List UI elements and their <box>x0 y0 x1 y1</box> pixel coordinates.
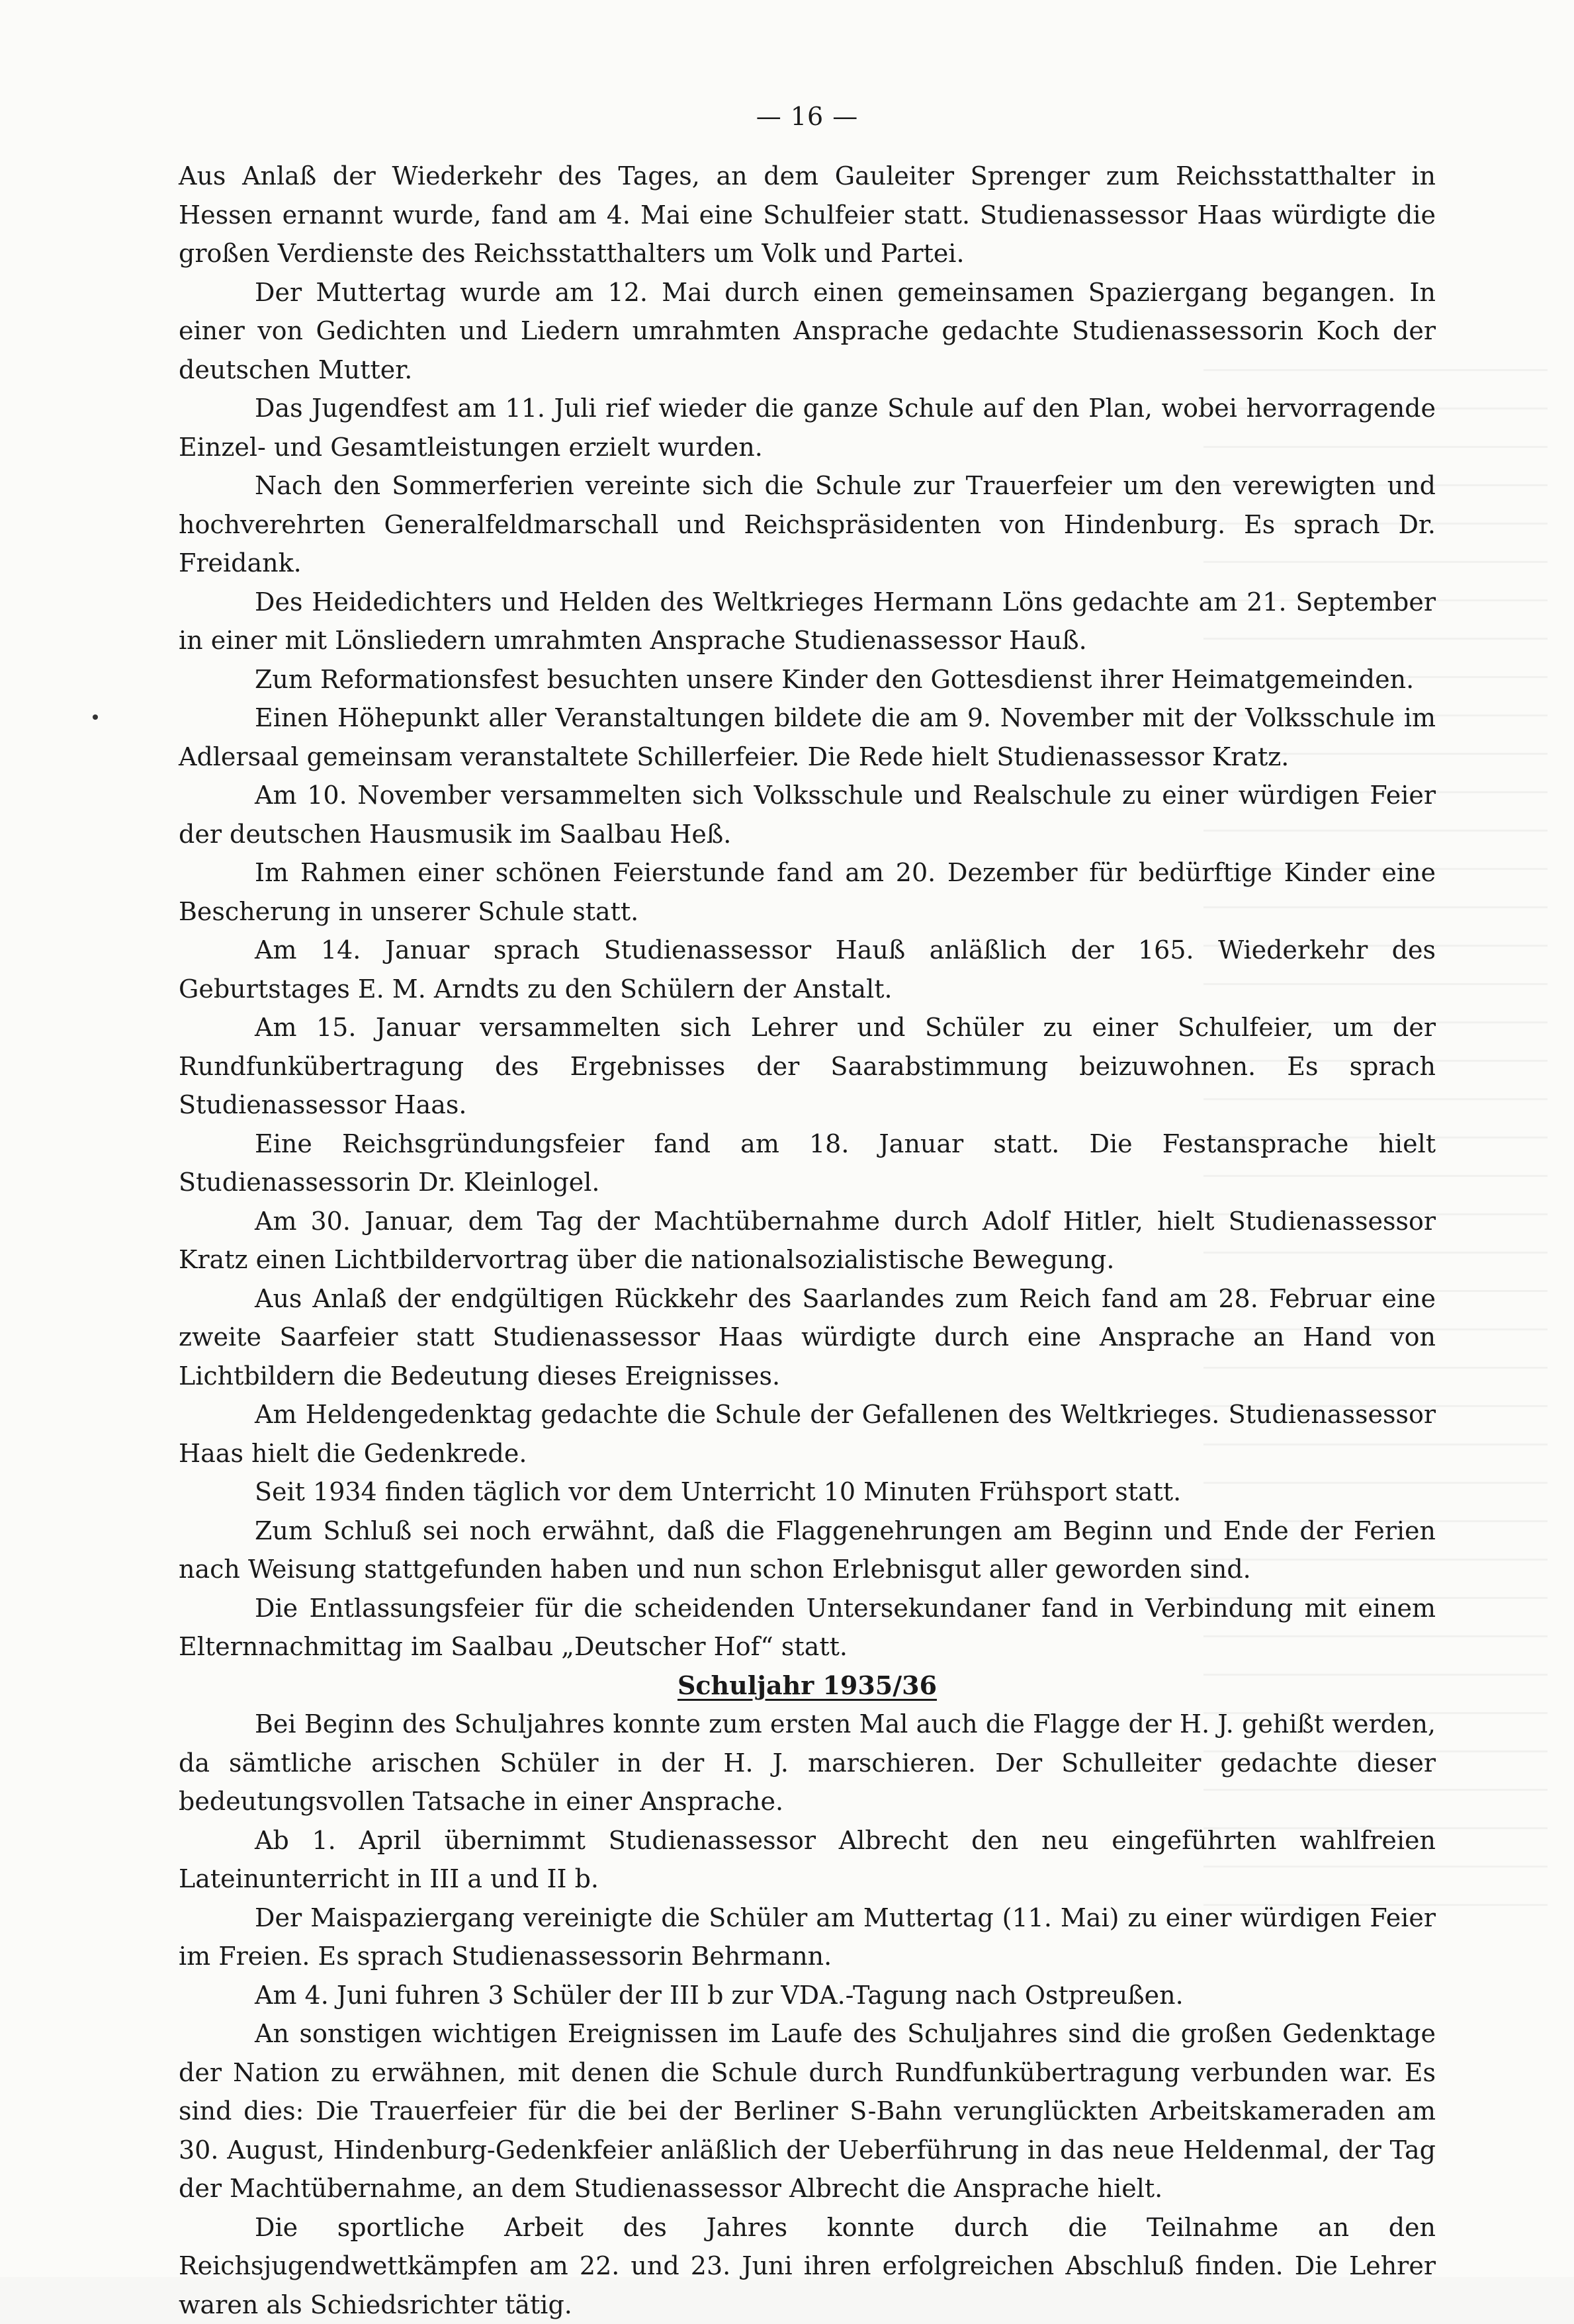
paragraph: Am 30. Januar, dem Tag der Machtübernahme durch Adolf Hitler, hielt Studienassessor Kratz einen Lichtbildervortrag über die nationalsozialistische Bewegung. <box>179 1202 1436 1279</box>
paragraph: Der Maispaziergang vereinigte die Schüler am Muttertag (11. Mai) zu einer würdigen Feier im Freien. Es sprach Studienassessorin Behrmann. <box>179 1899 1436 1976</box>
paragraph: Das Jugendfest am 11. Juli rief wieder die ganze Schule auf den Plan, wobei hervorragende Einzel- und Gesamtleistungen erzielt wurden. <box>179 389 1436 466</box>
paragraph: Aus Anlaß der Wiederkehr des Tages, an dem Gauleiter Sprenger zum Reichsstatthalter in Hessen ernannt wurde, fand am 4. Mai eine Schulfeier statt. Studienassessor Haas würdigte die großen Verdienste des Reichsstatthalters um Volk und Partei. <box>179 157 1436 273</box>
paragraph: Der Muttertag wurde am 12. Mai durch einen gemeinsamen Spaziergang begangen. In einer von Gedichten und Liedern umrahmten Ansprache gedachte Studienassessorin Koch der deutschen Mutter. <box>179 273 1436 390</box>
page-number: — 16 — <box>179 99 1436 134</box>
paragraph: Einen Höhepunkt aller Veranstaltungen bildete die am 9. November mit der Volksschule im Adlersaal gemeinsam veranstaltete Schillerfeier. Die Rede hielt Studienassessor Kratz. <box>179 699 1436 776</box>
paragraph: Am 14. Januar sprach Studienassessor Hauß anläßlich der 165. Wiederkehr des Geburtstages E. M. Arndts zu den Schülern der Anstalt. <box>179 931 1436 1008</box>
paragraph: Am 10. November versammelten sich Volksschule und Realschule zu einer würdigen Feier der deutschen Hausmusik im Saalbau Heß. <box>179 776 1436 853</box>
paragraph: Am 15. Januar versammelten sich Lehrer und Schüler zu einer Schulfeier, um der Rundfunkübertragung des Ergebnisses der Saarabstimmung beizuwohnen. Es sprach Studienassessor Haas. <box>179 1008 1436 1125</box>
paragraph: Die Entlassungsfeier für die scheidenden Untersekundaner fand in Verbindung mit einem Elternnachmittag im Saalbau „Deutscher Hof“ statt. <box>179 1589 1436 1666</box>
paragraph: Am Heldengedenktag gedachte die Schule der Gefallenen des Weltkrieges. Studienassessor Haas hielt die Gedenkrede. <box>179 1395 1436 1473</box>
paragraph: An sonstigen wichtigen Ereignissen im Laufe des Schuljahres sind die großen Gedenktage der Nation zu erwähnen, mit denen die Schule durch Rundfunkübertragung verbunden war. Es sind dies: Die Trauerfeier für die bei der Berliner S-Bahn verunglückten Arbeitskameraden am 30. August, Hindenburg-Gedenkfeier anläßlich der Ueberführung in das neue Heldenmal, der Tag der Machtübernahme, an dem Studienassessor Albrecht die Ansprache hielt. <box>179 2014 1436 2208</box>
section-heading: Schuljahr 1935/36 <box>179 1666 1436 1705</box>
paragraph: Aus Anlaß der endgültigen Rückkehr des Saarlandes zum Reich fand am 28. Februar eine zweite Saarfeier statt Studienassessor Haas würdigte durch eine Ansprache an Hand von Lichtbildern die Bedeutung dieses Ereignisses. <box>179 1279 1436 1396</box>
paragraph: Die sportliche Arbeit des Jahres konnte durch die Teilnahme an den Reichsjugendwettkämpfen am 22. und 23. Juni ihren erfolgreichen Abschluß finden. Die Lehrer waren als Schiedsrichter tätig. <box>179 2208 1436 2324</box>
paragraph: Ab 1. April übernimmt Studienassessor Albrecht den neu eingeführten wahlfreien Lateinunterricht in III a und II b. <box>179 1821 1436 1899</box>
page-content <box>179 99 1436 2324</box>
paragraph: Eine Reichsgründungsfeier fand am 18. Januar statt. Die Festansprache hielt Studienassessorin Dr. Kleinlogel. <box>179 1125 1436 1202</box>
paragraph: Zum Schluß sei noch erwähnt, daß die Flaggenehrungen am Beginn und Ende der Ferien nach Weisung stattgefunden haben und nun schon Erlebnisgut aller geworden sind. <box>179 1512 1436 1589</box>
paragraph: Des Heidedichters und Helden des Weltkrieges Hermann Löns gedachte am 21. September in einer mit Lönsliedern umrahmten Ansprache Studienassessor Hauß. <box>179 583 1436 660</box>
paragraph: Bei Beginn des Schuljahres konnte zum ersten Mal auch die Flagge der H. J. gehißt werden, da sämtliche arischen Schüler in der H. J. marschieren. Der Schulleiter gedachte dieser bedeutungsvollen Tatsache in einer Ansprache. <box>179 1705 1436 1821</box>
paragraph: Seit 1934 finden täglich vor dem Unterricht 10 Minuten Frühsport statt. <box>179 1473 1436 1512</box>
paragraph: Am 4. Juni fuhren 3 Schüler der III b zur VDA.-Tagung nach Ostpreußen. <box>179 1976 1436 2015</box>
paragraph: Im Rahmen einer schönen Feierstunde fand am 20. Dezember für bedürftige Kinder eine Bescherung in unserer Schule statt. <box>179 853 1436 931</box>
margin-mark <box>93 714 98 720</box>
paragraph: Zum Reformationsfest besuchten unsere Kinder den Gottesdienst ihrer Heimatgemeinden. <box>179 660 1436 699</box>
paragraph: Nach den Sommerferien vereinte sich die Schule zur Trauerfeier um den verewigten und hochverehrten Generalfeldmarschall und Reichspräsidenten von Hindenburg. Es sprach Dr. Freidank. <box>179 466 1436 583</box>
